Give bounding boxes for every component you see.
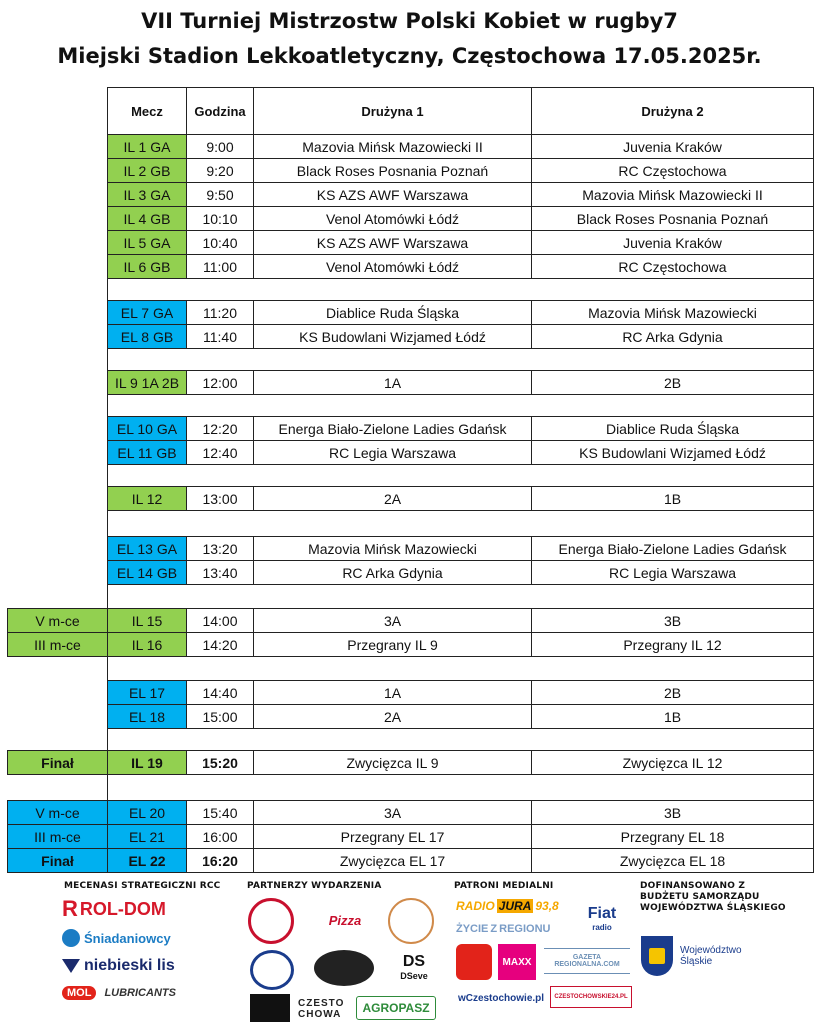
team1-cell: Mazovia Mińsk Mazowiecki xyxy=(253,536,532,561)
team1-cell: 2A xyxy=(253,486,532,511)
time-cell: 11:00 xyxy=(186,254,254,279)
placement-cell: Finał xyxy=(7,750,108,775)
match-id-cell: EL 13 GA xyxy=(107,536,187,561)
funding-title: DOFINANSOWANO Z BUDŻETU SAMORZĄDU WOJEWÓDZTWA ŚLĄSKIEGO xyxy=(640,881,786,913)
gazeta-regionalna-logo: GAZETA REGIONALNA.COM xyxy=(544,948,630,974)
header-time: Godzina xyxy=(186,87,254,135)
header-team1: Drużyna 1 xyxy=(253,87,532,135)
team2-cell: 3B xyxy=(531,800,814,825)
team2-cell: 1B xyxy=(531,704,814,729)
match-id-cell: EL 17 xyxy=(107,680,187,705)
team1-cell: 1A xyxy=(253,680,532,705)
czestochowskie24-logo: CZESTOCHOWSKIE24.PL xyxy=(550,986,632,1008)
match-id-cell: EL 10 GA xyxy=(107,416,187,441)
time-cell: 13:40 xyxy=(186,560,254,585)
team1-cell: Energa Biało-Zielone Ladies Gdańsk xyxy=(253,416,532,441)
spacer-row xyxy=(107,584,814,609)
spacer-row xyxy=(107,348,814,371)
zycie-regionu-logo: ŻYCIE Z REGIONU xyxy=(456,923,551,935)
team2-cell: Przegrany IL 12 xyxy=(531,632,814,657)
match-id-cell: IL 12 xyxy=(107,486,187,511)
team1-cell: Black Roses Posnania Poznań xyxy=(253,158,532,183)
match-id-cell: EL 8 GB xyxy=(107,324,187,349)
team1-cell: KS AZS AWF Warszawa xyxy=(253,230,532,255)
team2-cell: 3B xyxy=(531,608,814,633)
placement-cell: V m-ce xyxy=(7,800,108,825)
team1-cell: Mazovia Mińsk Mazowiecki II xyxy=(253,134,532,159)
wczestochowie-logo: wCzestochowie.pl xyxy=(457,992,545,1004)
silesia-crest-icon xyxy=(641,936,673,976)
match-id-cell: EL 20 xyxy=(107,800,187,825)
match-id-cell: IL 16 xyxy=(107,632,187,657)
match-id-cell: EL 7 GA xyxy=(107,300,187,325)
header-team2: Drużyna 2 xyxy=(531,87,814,135)
maxx-logo: MAXX xyxy=(498,944,536,980)
time-cell: 10:10 xyxy=(186,206,254,231)
team2-cell: Black Roses Posnania Poznań xyxy=(531,206,814,231)
team1-cell: 3A xyxy=(253,608,532,633)
team2-cell: 2B xyxy=(531,680,814,705)
time-cell: 16:00 xyxy=(186,824,254,849)
spacer-row xyxy=(107,394,814,417)
media-patrons-title: PATRONI MEDIALNI xyxy=(454,881,554,891)
pizza-logo: Pizza xyxy=(328,912,362,928)
team2-cell: Juvenia Kraków xyxy=(531,134,814,159)
team1-cell: RC Arka Gdynia xyxy=(253,560,532,585)
time-cell: 15:40 xyxy=(186,800,254,825)
spacer-row xyxy=(107,278,814,301)
placement-cell: III m-ce xyxy=(7,632,108,657)
match-id-cell: IL 9 1A 2B xyxy=(107,370,187,395)
team1-cell: Zwycięzca EL 17 xyxy=(253,848,532,873)
team1-cell: Zwycięzca IL 9 xyxy=(253,750,532,775)
mazowsze-badge-icon xyxy=(248,898,294,944)
page-subtitle: Miejski Stadion Lekkoatletyczny, Częstochowa 17.05.2025r. xyxy=(57,44,762,68)
match-id-cell: IL 6 GB xyxy=(107,254,187,279)
team2-cell: 2B xyxy=(531,370,814,395)
time-cell: 10:40 xyxy=(186,230,254,255)
time-cell: 9:20 xyxy=(186,158,254,183)
spacer-row xyxy=(107,656,814,681)
partners-title: PARTNERZY WYDARZENIA xyxy=(247,881,382,891)
header-match: Mecz xyxy=(107,87,187,135)
sponsors-section xyxy=(0,876,819,1024)
match-id-cell: EL 11 GB xyxy=(107,440,187,465)
time-cell: 14:20 xyxy=(186,632,254,657)
match-id-cell: IL 4 GB xyxy=(107,206,187,231)
match-id-cell: IL 1 GA xyxy=(107,134,187,159)
team1-cell: KS Budowlani Wizjamed Łódź xyxy=(253,324,532,349)
team2-cell: Zwycięzca IL 12 xyxy=(531,750,814,775)
agropasz-logo: AGROPASZ xyxy=(356,996,436,1020)
team2-cell: Diablice Ruda Śląska xyxy=(531,416,814,441)
team1-cell: Venol Atomówki Łódź xyxy=(253,254,532,279)
rol-dom-logo: R ROL-DOM xyxy=(62,896,166,921)
time-cell: 14:40 xyxy=(186,680,254,705)
time-cell: 11:20 xyxy=(186,300,254,325)
placement-cell: III m-ce xyxy=(7,824,108,849)
team2-cell: KS Budowlani Wizjamed Łódź xyxy=(531,440,814,465)
team2-cell: RC Częstochowa xyxy=(531,158,814,183)
match-id-cell: EL 18 xyxy=(107,704,187,729)
niebieski-lis-logo: niebieski lis xyxy=(62,954,202,978)
team2-cell: RC Częstochowa xyxy=(531,254,814,279)
team2-cell: Zwycięzca EL 18 xyxy=(531,848,814,873)
team1-cell: Przegrany EL 17 xyxy=(253,824,532,849)
fiat-radio-logo: Fiat radio xyxy=(587,904,617,932)
time-cell: 14:00 xyxy=(186,608,254,633)
team2-cell: RC Arka Gdynia xyxy=(531,324,814,349)
team2-cell: RC Legia Warszawa xyxy=(531,560,814,585)
team1-cell: RC Legia Warszawa xyxy=(253,440,532,465)
team1-cell: 1A xyxy=(253,370,532,395)
strategic-sponsors-title: MECENASI STRATEGICZNI RCC xyxy=(64,881,221,891)
team1-cell: Przegrany IL 9 xyxy=(253,632,532,657)
time-cell: 12:00 xyxy=(186,370,254,395)
team2-cell: Mazovia Mińsk Mazowiecki xyxy=(531,300,814,325)
time-cell: 15:00 xyxy=(186,704,254,729)
sniadaniowcy-logo: Śniadaniowcy xyxy=(62,926,202,950)
crest-badge-icon xyxy=(250,950,294,990)
time-cell: 13:20 xyxy=(186,536,254,561)
ds-logo: DS DSeve xyxy=(400,953,428,981)
round-badge-icon xyxy=(388,898,434,944)
team1-cell: 3A xyxy=(253,800,532,825)
time-cell: 16:20 xyxy=(186,848,254,873)
time-cell: 12:20 xyxy=(186,416,254,441)
time-cell: 15:20 xyxy=(186,750,254,775)
dark-sponsor-icon xyxy=(250,994,290,1022)
team2-cell: Mazovia Mińsk Mazowiecki II xyxy=(531,182,814,207)
spacer-row xyxy=(107,774,814,801)
team2-cell: Energa Biało-Zielone Ladies Gdańsk xyxy=(531,536,814,561)
team1-cell: Venol Atomówki Łódź xyxy=(253,206,532,231)
match-id-cell: EL 21 xyxy=(107,824,187,849)
match-id-cell: EL 14 GB xyxy=(107,560,187,585)
time-cell: 9:00 xyxy=(186,134,254,159)
match-id-cell: IL 2 GB xyxy=(107,158,187,183)
spacer-row xyxy=(107,728,814,751)
placement-cell: Finał xyxy=(7,848,108,873)
placement-cell: V m-ce xyxy=(7,608,108,633)
team2-cell: Juvenia Kraków xyxy=(531,230,814,255)
match-id-cell: IL 3 GA xyxy=(107,182,187,207)
time-cell: 11:40 xyxy=(186,324,254,349)
mol-lubricants-logo: MOL LUBRICANTS xyxy=(62,982,202,1004)
match-id-cell: IL 15 xyxy=(107,608,187,633)
time-cell: 12:40 xyxy=(186,440,254,465)
match-id-cell: IL 19 xyxy=(107,750,187,775)
time-cell: 13:00 xyxy=(186,486,254,511)
match-id-cell: IL 5 GA xyxy=(107,230,187,255)
czestochowa-logo: CZESTO CHOWA xyxy=(298,998,345,1020)
radio-jura-logo: RADIO JURA 93,8 xyxy=(456,899,559,913)
page-title: VII Turniej Mistrzostw Polski Kobiet w rugby7 xyxy=(141,9,678,33)
team1-cell: 2A xyxy=(253,704,532,729)
region-label: Województwo Śląskie xyxy=(680,945,742,967)
time-cell: 9:50 xyxy=(186,182,254,207)
spacer-row xyxy=(107,464,814,487)
motor-logo-icon xyxy=(314,950,374,986)
match-id-cell: EL 22 xyxy=(107,848,187,873)
trion-logo-icon xyxy=(456,944,492,980)
team2-cell: Przegrany EL 18 xyxy=(531,824,814,849)
team2-cell: 1B xyxy=(531,486,814,511)
team1-cell: Diablice Ruda Śląska xyxy=(253,300,532,325)
team1-cell: KS AZS AWF Warszawa xyxy=(253,182,532,207)
spacer-row xyxy=(107,510,814,537)
